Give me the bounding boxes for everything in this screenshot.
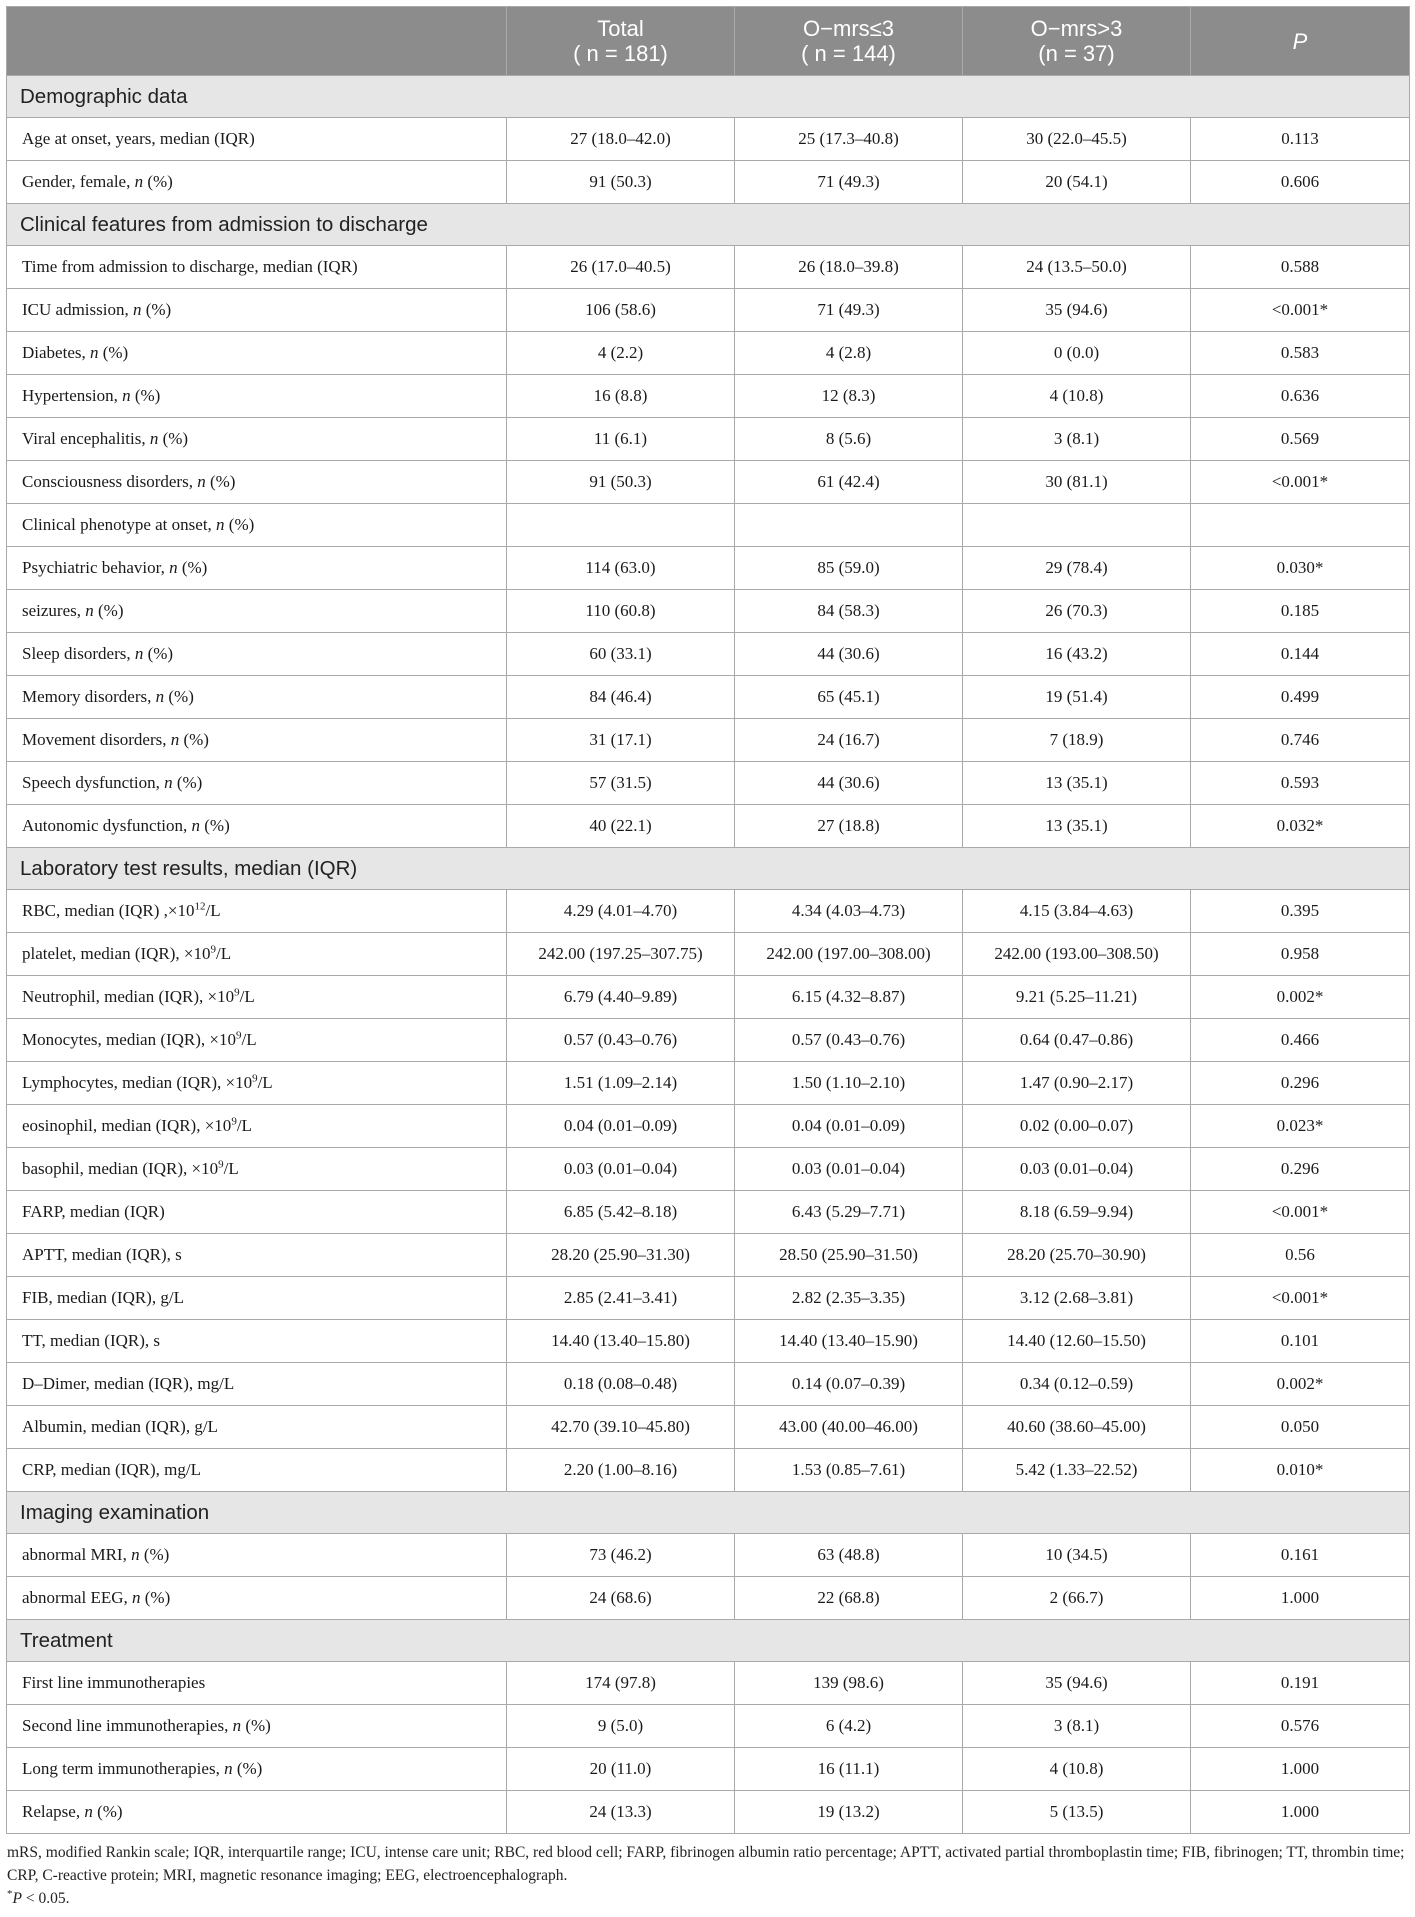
cell-total: 110 (60.8): [507, 590, 735, 633]
cell-omrs-gt3: 19 (51.4): [963, 676, 1191, 719]
results-table: [6, 6, 1410, 1834]
cell-omrs-le3: 4.34 (4.03–4.73): [735, 890, 963, 933]
section-title: Treatment: [7, 1620, 1410, 1662]
table-row: [7, 1534, 1410, 1577]
row-label: Lymphocytes, median (IQR), $\times 10^9/L$: [7, 1062, 507, 1105]
row-label: D–Dimer, median (IQR), mg/L: [7, 1363, 507, 1406]
cell-omrs-le3: 22 (68.8): [735, 1577, 963, 1620]
cell-omrs-gt3: 13 (35.1): [963, 805, 1191, 848]
table-row: [7, 762, 1410, 805]
cell-total: 0.04 (0.01–0.09): [507, 1105, 735, 1148]
row-label: Psychiatric behavior, n (%): [7, 547, 507, 590]
header-total: [507, 7, 735, 76]
table-row: [7, 289, 1410, 332]
cell-p-value: 0.746: [1191, 719, 1410, 762]
cell-total: 0.18 (0.08–0.48): [507, 1363, 735, 1406]
cell-omrs-gt3: 35 (94.6): [963, 289, 1191, 332]
cell-omrs-le3: 12 (8.3): [735, 375, 963, 418]
cell-omrs-le3: 0.04 (0.01–0.09): [735, 1105, 963, 1148]
row-label: Monocytes, median (IQR), $\times 10^9/L$: [7, 1019, 507, 1062]
cell-omrs-gt3: 10 (34.5): [963, 1534, 1191, 1577]
cell-total: 84 (46.4): [507, 676, 735, 719]
table-row: [7, 1191, 1410, 1234]
cell-total: 2.20 (1.00–8.16): [507, 1449, 735, 1492]
cell-omrs-le3: 61 (42.4): [735, 461, 963, 504]
cell-omrs-le3: 0.03 (0.01–0.04): [735, 1148, 963, 1191]
cell-omrs-gt3: 35 (94.6): [963, 1662, 1191, 1705]
cell-total: [507, 504, 735, 547]
cell-total: 6.85 (5.42–8.18): [507, 1191, 735, 1234]
cell-p-value: 0.161: [1191, 1534, 1410, 1577]
cell-omrs-gt3: 13 (35.1): [963, 762, 1191, 805]
cell-p-value: 0.296: [1191, 1148, 1410, 1191]
row-label: Speech dysfunction, n (%): [7, 762, 507, 805]
cell-omrs-le3: 85 (59.0): [735, 547, 963, 590]
table-row: [7, 246, 1410, 289]
cell-p-value: 0.466: [1191, 1019, 1410, 1062]
table-row: [7, 1105, 1410, 1148]
cell-p-value: 0.395: [1191, 890, 1410, 933]
table-row: [7, 1320, 1410, 1363]
cell-omrs-gt3: 16 (43.2): [963, 633, 1191, 676]
cell-total: 9 (5.0): [507, 1705, 735, 1748]
cell-p-value: <0.001*: [1191, 1277, 1410, 1320]
cell-omrs-gt3: 14.40 (12.60–15.50): [963, 1320, 1191, 1363]
cell-omrs-le3: 25 (17.3–40.8): [735, 118, 963, 161]
row-label: Memory disorders, n (%): [7, 676, 507, 719]
table-row: [7, 332, 1410, 375]
cell-omrs-le3: 6.43 (5.29–7.71): [735, 1191, 963, 1234]
table-row: [7, 418, 1410, 461]
cell-omrs-le3: 2.82 (2.35–3.35): [735, 1277, 963, 1320]
row-label: Age at onset, years, median (IQR): [7, 118, 507, 161]
cell-total: 73 (46.2): [507, 1534, 735, 1577]
cell-total: 174 (97.8): [507, 1662, 735, 1705]
row-label: APTT, median (IQR), s: [7, 1234, 507, 1277]
table-row: [7, 1148, 1410, 1191]
cell-omrs-le3: 27 (18.8): [735, 805, 963, 848]
cell-p-value: 0.958: [1191, 933, 1410, 976]
header-row: [7, 7, 1410, 76]
cell-omrs-gt3: 4 (10.8): [963, 1748, 1191, 1791]
cell-omrs-le3: 1.50 (1.10–2.10): [735, 1062, 963, 1105]
cell-total: 0.57 (0.43–0.76): [507, 1019, 735, 1062]
cell-omrs-le3: 14.40 (13.40–15.90): [735, 1320, 963, 1363]
header-total-label: Total: [597, 16, 644, 41]
table-row: [7, 504, 1410, 547]
cell-total: 26 (17.0–40.5): [507, 246, 735, 289]
row-label: Clinical phenotype at onset, n (%): [7, 504, 507, 547]
cell-omrs-gt3: 0.64 (0.47–0.86): [963, 1019, 1191, 1062]
row-label: Sleep disorders, n (%): [7, 633, 507, 676]
table-row: [7, 1406, 1410, 1449]
cell-p-value: 1.000: [1191, 1791, 1410, 1834]
cell-total: 24 (13.3): [507, 1791, 735, 1834]
table-row: [7, 461, 1410, 504]
table-body: [7, 76, 1410, 1834]
table-row: [7, 547, 1410, 590]
cell-omrs-le3: 242.00 (197.00–308.00): [735, 933, 963, 976]
cell-total: 0.03 (0.01–0.04): [507, 1148, 735, 1191]
cell-omrs-le3: [735, 504, 963, 547]
row-label: Time from admission to discharge, median (IQR): [7, 246, 507, 289]
row-label: TT, median (IQR), s: [7, 1320, 507, 1363]
cell-total: 31 (17.1): [507, 719, 735, 762]
table-row: [7, 1577, 1410, 1620]
table-row: [7, 933, 1410, 976]
cell-total: 6.79 (4.40–9.89): [507, 976, 735, 1019]
row-label: FIB, median (IQR), g/L: [7, 1277, 507, 1320]
cell-p-value: 0.010*: [1191, 1449, 1410, 1492]
cell-p-value: 0.583: [1191, 332, 1410, 375]
cell-total: 4.29 (4.01–4.70): [507, 890, 735, 933]
section-title: Laboratory test results, median (IQR): [7, 848, 1410, 890]
row-label: Viral encephalitis, n (%): [7, 418, 507, 461]
header-p-value: P: [1191, 7, 1410, 76]
cell-omrs-gt3: 0.34 (0.12–0.59): [963, 1363, 1191, 1406]
row-label: Long term immunotherapies, n (%): [7, 1748, 507, 1791]
row-label: platelet, median (IQR), $\times 10^9/L$: [7, 933, 507, 976]
row-label: eosinophil, median (IQR), $\times 10^9/L$: [7, 1105, 507, 1148]
table-row: [7, 590, 1410, 633]
cell-total: 4 (2.2): [507, 332, 735, 375]
table-footnote: [6, 1841, 1409, 1910]
cell-omrs-le3: 139 (98.6): [735, 1662, 963, 1705]
row-label: Movement disorders, n (%): [7, 719, 507, 762]
cell-total: 1.51 (1.09–2.14): [507, 1062, 735, 1105]
cell-omrs-le3: 28.50 (25.90–31.50): [735, 1234, 963, 1277]
cell-omrs-gt3: 24 (13.5–50.0): [963, 246, 1191, 289]
table-row: [7, 161, 1410, 204]
cell-omrs-le3: 0.14 (0.07–0.39): [735, 1363, 963, 1406]
cell-p-value: <0.001*: [1191, 461, 1410, 504]
table-row: [7, 118, 1410, 161]
cell-p-value: <0.001*: [1191, 289, 1410, 332]
cell-p-value: 0.588: [1191, 246, 1410, 289]
cell-total: 27 (18.0–42.0): [507, 118, 735, 161]
cell-omrs-gt3: 242.00 (193.00–308.50): [963, 933, 1191, 976]
cell-p-value: <0.001*: [1191, 1191, 1410, 1234]
cell-total: 24 (68.6): [507, 1577, 735, 1620]
cell-omrs-le3: 4 (2.8): [735, 332, 963, 375]
row-label: basophil, median (IQR), $\times 10^9/L$: [7, 1148, 507, 1191]
header-total-n: ( n = 181): [573, 41, 668, 66]
cell-p-value: 0.191: [1191, 1662, 1410, 1705]
cell-omrs-gt3: 30 (81.1): [963, 461, 1191, 504]
row-label: First line immunotherapies: [7, 1662, 507, 1705]
row-label: abnormal MRI, n (%): [7, 1534, 507, 1577]
cell-omrs-le3: 44 (30.6): [735, 762, 963, 805]
cell-p-value: 0.002*: [1191, 976, 1410, 1019]
cell-omrs-gt3: [963, 504, 1191, 547]
cell-omrs-gt3: 1.47 (0.90–2.17): [963, 1062, 1191, 1105]
cell-p-value: 0.576: [1191, 1705, 1410, 1748]
header-variable: [7, 7, 507, 76]
header-omrs-le3: [735, 7, 963, 76]
cell-p-value: 0.144: [1191, 633, 1410, 676]
header-omrs-gt3: [963, 7, 1191, 76]
table-row: [7, 719, 1410, 762]
cell-p-value: 0.569: [1191, 418, 1410, 461]
row-label: Albumin, median (IQR), g/L: [7, 1406, 507, 1449]
table-row: [7, 890, 1410, 933]
section-title: Clinical features from admission to discharge: [7, 204, 1410, 246]
abbreviation-note: mRS, modified Rankin scale; IQR, interquartile range; ICU, intense care unit; RBC, red blood cell; FARP, fibrinogen albumin ratio percentage; APTT, activated partial thromboplastin time; FIB, fibrinogen; TT, thrombin time; CRP, C-reactive protein; MRI, magnetic resonance imaging; EEG, electroencephalograph.: [7, 1844, 1405, 1884]
row-label: Diabetes, n (%): [7, 332, 507, 375]
cell-omrs-le3: 71 (49.3): [735, 161, 963, 204]
table-row: [7, 633, 1410, 676]
cell-omrs-gt3: 40.60 (38.60–45.00): [963, 1406, 1191, 1449]
cell-p-value: 0.101: [1191, 1320, 1410, 1363]
cell-p-value: 0.030*: [1191, 547, 1410, 590]
cell-total: 20 (11.0): [507, 1748, 735, 1791]
section-header-row: [7, 76, 1410, 118]
cell-omrs-gt3: 7 (18.9): [963, 719, 1191, 762]
cell-p-value: 0.606: [1191, 161, 1410, 204]
cell-total: 91 (50.3): [507, 161, 735, 204]
cell-omrs-le3: 63 (48.8): [735, 1534, 963, 1577]
row-label: RBC, median (IQR) $,\times 10^{12}/L$: [7, 890, 507, 933]
cell-omrs-le3: 1.53 (0.85–7.61): [735, 1449, 963, 1492]
cell-omrs-gt3: 26 (70.3): [963, 590, 1191, 633]
cell-omrs-le3: 43.00 (40.00–46.00): [735, 1406, 963, 1449]
cell-omrs-gt3: 8.18 (6.59–9.94): [963, 1191, 1191, 1234]
table-row: [7, 1062, 1410, 1105]
cell-omrs-le3: 65 (45.1): [735, 676, 963, 719]
significance-note: *P < 0.05.: [7, 1887, 70, 1907]
cell-omrs-gt3: 5.42 (1.33–22.52): [963, 1449, 1191, 1492]
cell-total: 16 (8.8): [507, 375, 735, 418]
cell-omrs-gt3: 2 (66.7): [963, 1577, 1191, 1620]
cell-omrs-le3: 0.57 (0.43–0.76): [735, 1019, 963, 1062]
header-omrs-le3-label: O−mrs≤3: [803, 16, 894, 41]
cell-p-value: 0.593: [1191, 762, 1410, 805]
cell-p-value: 1.000: [1191, 1577, 1410, 1620]
table-row: [7, 676, 1410, 719]
cell-p-value: [1191, 504, 1410, 547]
cell-p-value: 0.050: [1191, 1406, 1410, 1449]
cell-p-value: 0.499: [1191, 676, 1410, 719]
cell-p-value: 0.032*: [1191, 805, 1410, 848]
row-label: Relapse, n (%): [7, 1791, 507, 1834]
cell-omrs-le3: 6.15 (4.32–8.87): [735, 976, 963, 1019]
row-label: CRP, median (IQR), mg/L: [7, 1449, 507, 1492]
row-label: Neutrophil, median (IQR), $\times 10^9/L$: [7, 976, 507, 1019]
table-row: [7, 1662, 1410, 1705]
cell-omrs-gt3: 0 (0.0): [963, 332, 1191, 375]
header-omrs-gt3-label: O−mrs>3: [1030, 16, 1123, 41]
cell-omrs-gt3: 4.15 (3.84–4.63): [963, 890, 1191, 933]
header-omrs-le3-n: ( n = 144): [801, 41, 896, 66]
cell-omrs-gt3: 9.21 (5.25–11.21): [963, 976, 1191, 1019]
cell-omrs-gt3: 3 (8.1): [963, 418, 1191, 461]
cell-p-value: 0.002*: [1191, 1363, 1410, 1406]
cell-p-value: 0.636: [1191, 375, 1410, 418]
cell-total: 28.20 (25.90–31.30): [507, 1234, 735, 1277]
cell-total: 57 (31.5): [507, 762, 735, 805]
table-row: [7, 1748, 1410, 1791]
table-row: [7, 1234, 1410, 1277]
cell-total: 40 (22.1): [507, 805, 735, 848]
row-label: Gender, female, n (%): [7, 161, 507, 204]
cell-p-value: 0.56: [1191, 1234, 1410, 1277]
cell-omrs-gt3: 0.03 (0.01–0.04): [963, 1148, 1191, 1191]
row-label: Autonomic dysfunction, n (%): [7, 805, 507, 848]
row-label: abnormal EEG, n (%): [7, 1577, 507, 1620]
cell-p-value: 1.000: [1191, 1748, 1410, 1791]
cell-omrs-le3: 19 (13.2): [735, 1791, 963, 1834]
cell-omrs-le3: 6 (4.2): [735, 1705, 963, 1748]
cell-p-value: 0.185: [1191, 590, 1410, 633]
cell-omrs-gt3: 5 (13.5): [963, 1791, 1191, 1834]
table-row: [7, 1449, 1410, 1492]
row-label: Hypertension, n (%): [7, 375, 507, 418]
cell-omrs-gt3: 4 (10.8): [963, 375, 1191, 418]
cell-p-value: 0.113: [1191, 118, 1410, 161]
cell-omrs-gt3: 0.02 (0.00–0.07): [963, 1105, 1191, 1148]
cell-total: 242.00 (197.25–307.75): [507, 933, 735, 976]
section-header-row: [7, 1620, 1410, 1662]
row-label: ICU admission, n (%): [7, 289, 507, 332]
table-row: [7, 805, 1410, 848]
section-title: Imaging examination: [7, 1492, 1410, 1534]
section-header-row: [7, 848, 1410, 890]
table-row: [7, 976, 1410, 1019]
cell-omrs-gt3: 29 (78.4): [963, 547, 1191, 590]
table-row: [7, 375, 1410, 418]
cell-omrs-le3: 16 (11.1): [735, 1748, 963, 1791]
cell-omrs-le3: 71 (49.3): [735, 289, 963, 332]
cell-omrs-gt3: 20 (54.1): [963, 161, 1191, 204]
cell-total: 42.70 (39.10–45.80): [507, 1406, 735, 1449]
cell-omrs-le3: 44 (30.6): [735, 633, 963, 676]
cell-total: 14.40 (13.40–15.80): [507, 1320, 735, 1363]
row-label: Second line immunotherapies, n (%): [7, 1705, 507, 1748]
table-row: [7, 1791, 1410, 1834]
row-label: FARP, median (IQR): [7, 1191, 507, 1234]
cell-omrs-le3: 26 (18.0–39.8): [735, 246, 963, 289]
cell-omrs-le3: 24 (16.7): [735, 719, 963, 762]
table-row: [7, 1019, 1410, 1062]
cell-omrs-gt3: 28.20 (25.70–30.90): [963, 1234, 1191, 1277]
row-label: seizures, n (%): [7, 590, 507, 633]
table-row: [7, 1277, 1410, 1320]
table-row: [7, 1363, 1410, 1406]
cell-total: 106 (58.6): [507, 289, 735, 332]
section-title: Demographic data: [7, 76, 1410, 118]
row-label: Consciousness disorders, n (%): [7, 461, 507, 504]
cell-p-value: 0.296: [1191, 1062, 1410, 1105]
cell-omrs-gt3: 3.12 (2.68–3.81): [963, 1277, 1191, 1320]
cell-omrs-gt3: 3 (8.1): [963, 1705, 1191, 1748]
section-header-row: [7, 1492, 1410, 1534]
cell-p-value: 0.023*: [1191, 1105, 1410, 1148]
table-row: [7, 1705, 1410, 1748]
cell-total: 60 (33.1): [507, 633, 735, 676]
cell-total: 2.85 (2.41–3.41): [507, 1277, 735, 1320]
cell-omrs-le3: 84 (58.3): [735, 590, 963, 633]
cell-omrs-gt3: 30 (22.0–45.5): [963, 118, 1191, 161]
header-omrs-gt3-n: (n = 37): [1038, 41, 1115, 66]
cell-omrs-le3: 8 (5.6): [735, 418, 963, 461]
cell-total: 11 (6.1): [507, 418, 735, 461]
cell-total: 114 (63.0): [507, 547, 735, 590]
cell-total: 91 (50.3): [507, 461, 735, 504]
section-header-row: [7, 204, 1410, 246]
table-container: [6, 6, 1409, 1910]
